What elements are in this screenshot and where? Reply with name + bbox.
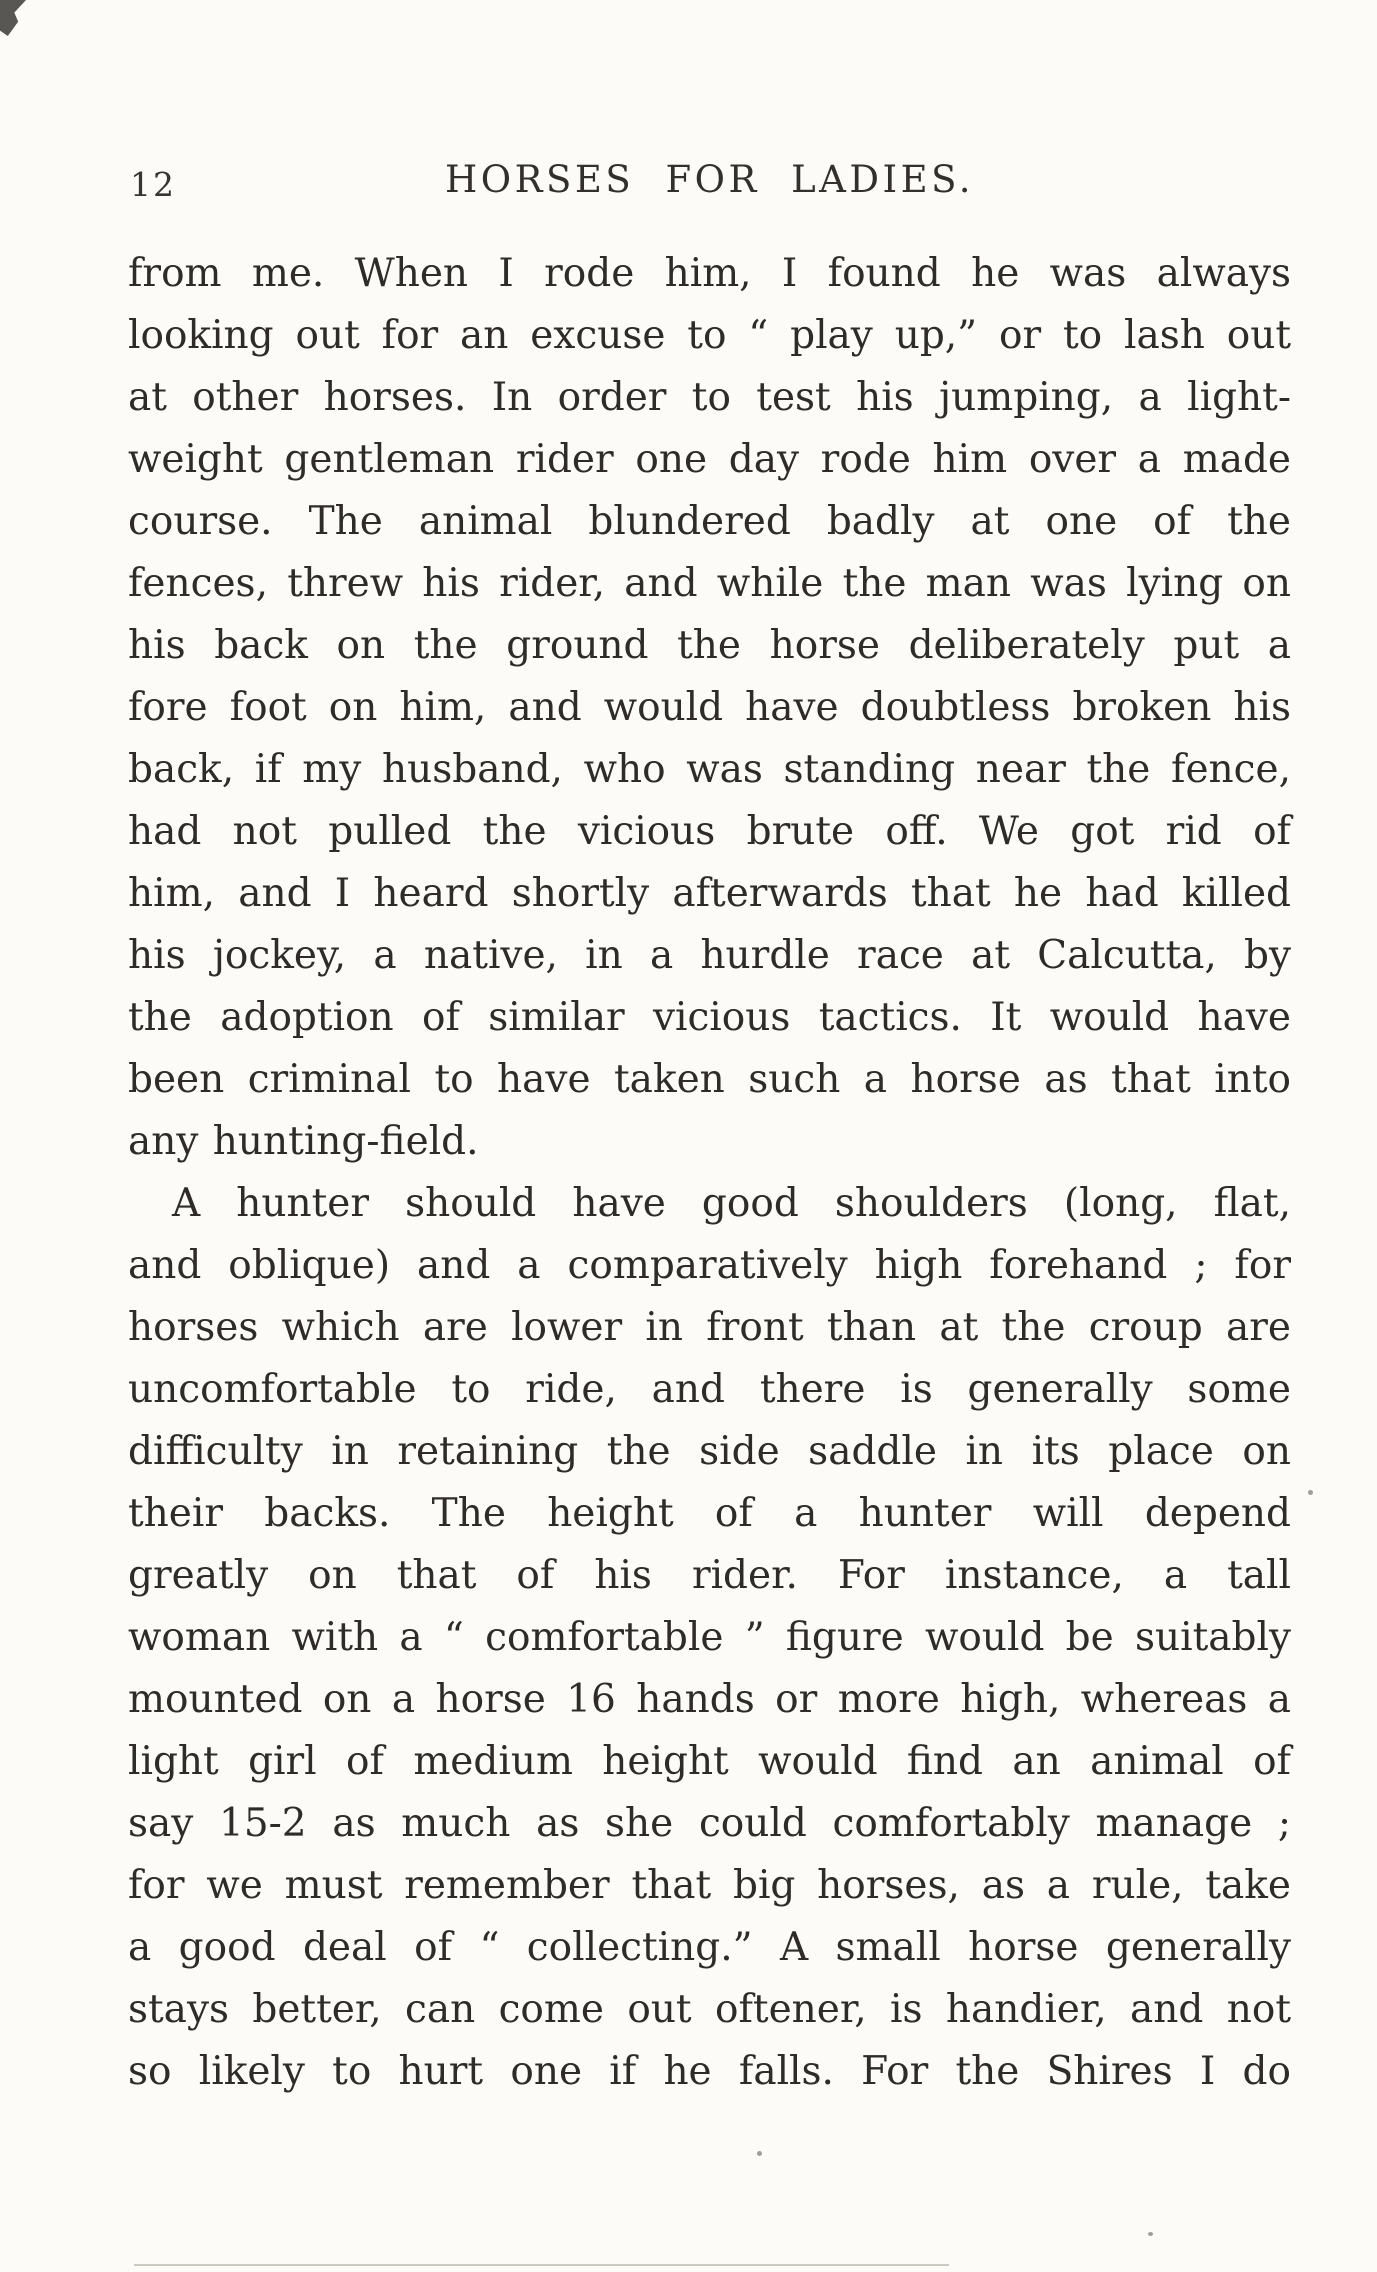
scan-artifact-edge-line <box>134 2264 949 2266</box>
text-line: any hunting-field. <box>128 1119 479 1164</box>
text-line: and oblique) and a comparatively high forehand ; for <box>128 1243 1291 1288</box>
text-line: had not pulled the vicious brute off. We got rid of <box>128 809 1291 854</box>
text-line: from me. When I rode him, I found he was always <box>128 251 1291 296</box>
text-line: uncomfortable to ride, and there is generally some <box>128 1367 1291 1412</box>
text-line: been criminal to have taken such a horse as that into <box>128 1057 1291 1102</box>
text-line: his back on the ground the horse deliberately put a <box>128 623 1291 668</box>
text-line: back, if my husband, who was standing near the fence, <box>128 747 1291 792</box>
text-line: weight gentleman rider one day rode him over a made <box>128 437 1291 482</box>
text-line: stays better, can come out oftener, is handier, and not <box>128 1987 1291 2032</box>
scan-artifact-speck <box>1308 1490 1313 1495</box>
text-line: fore foot on him, and would have doubtless broken his <box>128 685 1291 730</box>
text-line: him, and I heard shortly afterwards that he had killed <box>128 871 1291 916</box>
running-title: HORSES FOR LADIES. <box>445 158 974 201</box>
page-body-text <box>128 243 1291 2103</box>
text-line: greatly on that of his rider. For instance, a tall <box>128 1553 1291 1598</box>
text-line: the adoption of similar vicious tactics. It would have <box>128 995 1291 1040</box>
text-line: woman with a “ comfortable ” figure would be suitably <box>128 1615 1291 1660</box>
text-line: say 15-2 as much as she could comfortably manage ; <box>128 1801 1291 1846</box>
text-line: for we must remember that big horses, as a rule, take <box>128 1863 1291 1908</box>
text-line: so likely to hurt one if he falls. For the Shires I do <box>128 2049 1291 2094</box>
text-line: his jockey, a native, in a hurdle race at Calcutta, by <box>128 933 1291 978</box>
text-line: light girl of medium height would find an animal of <box>128 1739 1291 1784</box>
text-line: horses which are lower in front than at the croup are <box>128 1305 1291 1350</box>
text-line: mounted on a horse 16 hands or more high, whereas a <box>128 1677 1291 1722</box>
scan-artifact-corner <box>0 0 26 36</box>
text-line: difficulty in retaining the side saddle in its place on <box>128 1429 1291 1474</box>
text-line: fences, threw his rider, and while the man was lying on <box>128 561 1291 606</box>
text-line: a good deal of “ collecting.” A small horse generally <box>128 1925 1291 1970</box>
text-line: their backs. The height of a hunter will depend <box>128 1491 1291 1536</box>
text-line: looking out for an excuse to “ play up,” or to lash out <box>128 313 1291 358</box>
page-header <box>128 158 1291 210</box>
text-line: at other horses. In order to test his jumping, a light- <box>128 375 1291 420</box>
scan-artifact-speck <box>757 2151 762 2156</box>
scan-artifact-speck <box>1148 2232 1153 2236</box>
page-number: 12 <box>130 165 176 204</box>
text-line: A hunter should have good shoulders (long, flat, <box>172 1181 1291 1226</box>
text-line: course. The animal blundered badly at one of the <box>128 499 1291 544</box>
